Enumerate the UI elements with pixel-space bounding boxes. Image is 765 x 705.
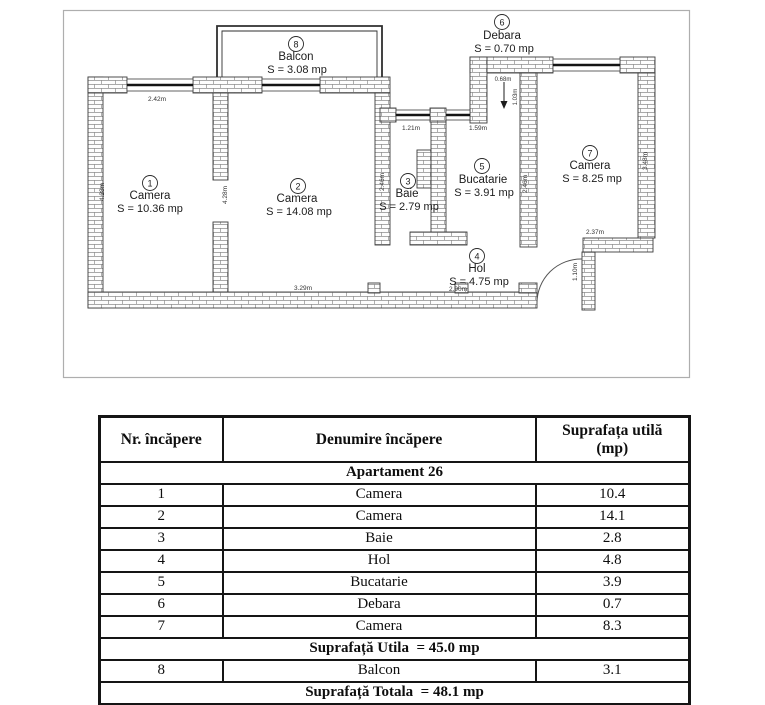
cell-name: Hol: [223, 550, 536, 572]
cell-nr: 4: [100, 550, 223, 572]
room-area: S = 3.91 mp: [454, 187, 514, 199]
wall-segment: [193, 77, 262, 93]
cell-name: Baie: [223, 528, 536, 550]
wall-segment: [88, 77, 127, 93]
cell-name: Camera: [223, 484, 536, 506]
dimension-label: 1.10m: [572, 262, 579, 282]
dimension-label: 4.28m: [222, 185, 229, 205]
room-area: S = 10.36 mp: [117, 203, 183, 215]
dimension-label: 4.28m: [99, 182, 106, 202]
cell-area: 0.7: [536, 594, 690, 616]
area-table: [98, 415, 691, 705]
cell-nr: 7: [100, 616, 223, 638]
wall-segment: [520, 73, 537, 247]
dimension-label: 2.46m: [522, 174, 529, 194]
table-row: [100, 594, 690, 616]
grand-total: Suprafață Totala = 48.1 mp: [100, 682, 690, 704]
room-name: Bucatarie: [458, 174, 508, 186]
table-row: [100, 528, 690, 550]
dimension-label: 1.59m: [468, 125, 488, 132]
window: [553, 59, 620, 71]
dimension-label: 3.29m: [293, 285, 313, 292]
window: [262, 79, 320, 91]
room-area: S = 14.08 mp: [266, 206, 332, 218]
cell-area: 3.9: [536, 572, 690, 594]
window: [127, 79, 193, 91]
room-area: S = 2.79 mp: [379, 201, 439, 213]
window: [396, 110, 430, 120]
room-area: S = 0.70 mp: [474, 43, 534, 55]
cell-name: Camera: [223, 616, 536, 638]
room-name: Camera: [569, 160, 611, 172]
wall-segment: [380, 108, 396, 122]
cell-area: 14.1: [536, 506, 690, 528]
cell-name: Camera: [223, 506, 536, 528]
room-number: 3: [405, 176, 411, 187]
room-name: Camera: [129, 190, 171, 202]
wall-segment: [430, 108, 446, 122]
room-name: Camera: [276, 193, 318, 205]
useful-total: Suprafață Utila = 45.0 mp: [100, 638, 690, 660]
wall-segment: [583, 238, 653, 252]
room-number: 2: [295, 181, 301, 192]
dimension-label: 2.46m: [379, 172, 386, 192]
cell-nr: 5: [100, 572, 223, 594]
cell-nr: 1: [100, 484, 223, 506]
wall-segment: [213, 222, 228, 292]
column-header-nr: Nr. încăpere: [100, 417, 223, 463]
dimension-label: 3.48m: [642, 151, 649, 171]
room-area: S = 8.25 mp: [562, 173, 622, 185]
room-number: 7: [587, 148, 593, 159]
wall-segment: [88, 292, 537, 308]
apartment-title-row: [100, 462, 690, 484]
column-header-name: Denumire încăpere: [223, 417, 536, 463]
table-row: [100, 506, 690, 528]
cell-nr: 8: [100, 660, 223, 682]
room-name: Debara: [483, 30, 521, 42]
dimension-label: 2.90m: [448, 286, 468, 293]
window: [446, 110, 470, 120]
table-header-row: [100, 417, 690, 463]
room-area: S = 3.08 mp: [267, 64, 327, 76]
cell-area: 8.3: [536, 616, 690, 638]
table-row: [100, 572, 690, 594]
room-number: 6: [499, 17, 505, 28]
column-header-area-line2: (mp): [596, 439, 629, 457]
wall-segment: [620, 57, 655, 73]
column-header-area-line1: Suprafața utilă: [562, 421, 663, 439]
room-name: Balcon: [278, 51, 314, 63]
cell-nr: 3: [100, 528, 223, 550]
cell-area: 10.4: [536, 484, 690, 506]
room-name: Baie: [395, 188, 419, 200]
apartment-title: Apartament 26: [100, 462, 690, 484]
table-row-balcony: [100, 660, 690, 682]
grand-total-row: [100, 682, 690, 704]
wall-segment: [417, 150, 431, 188]
wall-segment: [320, 77, 390, 93]
dimension-label: 1.03m: [513, 88, 519, 106]
room-number: 5: [479, 161, 485, 172]
room-name: Hol: [468, 263, 486, 275]
useful-total-row: [100, 638, 690, 660]
cell-nr: 6: [100, 594, 223, 616]
wall-segment: [410, 232, 467, 245]
wall-segment: [519, 283, 537, 293]
cell-nr: 2: [100, 506, 223, 528]
room-number: 1: [147, 178, 153, 189]
wall-segment: [213, 93, 228, 180]
dimension-label: 2.42m: [147, 96, 167, 103]
wall-segment: [470, 57, 487, 123]
column-header-area: [536, 417, 690, 463]
table-row: [100, 550, 690, 572]
dimension-label: 2.37m: [585, 229, 605, 236]
cell-area: 3.1: [536, 660, 690, 682]
wall-segment: [582, 252, 595, 310]
cell-area: 2.8: [536, 528, 690, 550]
room-area: S = 4.75 mp: [449, 276, 509, 288]
cell-name: Debara: [223, 594, 536, 616]
cell-name: Balcon: [223, 660, 536, 682]
wall-segment: [431, 122, 446, 238]
room-number: 8: [293, 39, 299, 50]
room-number: 4: [474, 251, 480, 262]
table-row: [100, 616, 690, 638]
dimension-label: 1.21m: [401, 125, 421, 132]
dimension-label: 0.68m: [494, 77, 512, 83]
cell-area: 4.8: [536, 550, 690, 572]
table-row: [100, 484, 690, 506]
wall-segment: [368, 283, 380, 293]
cell-name: Bucatarie: [223, 572, 536, 594]
